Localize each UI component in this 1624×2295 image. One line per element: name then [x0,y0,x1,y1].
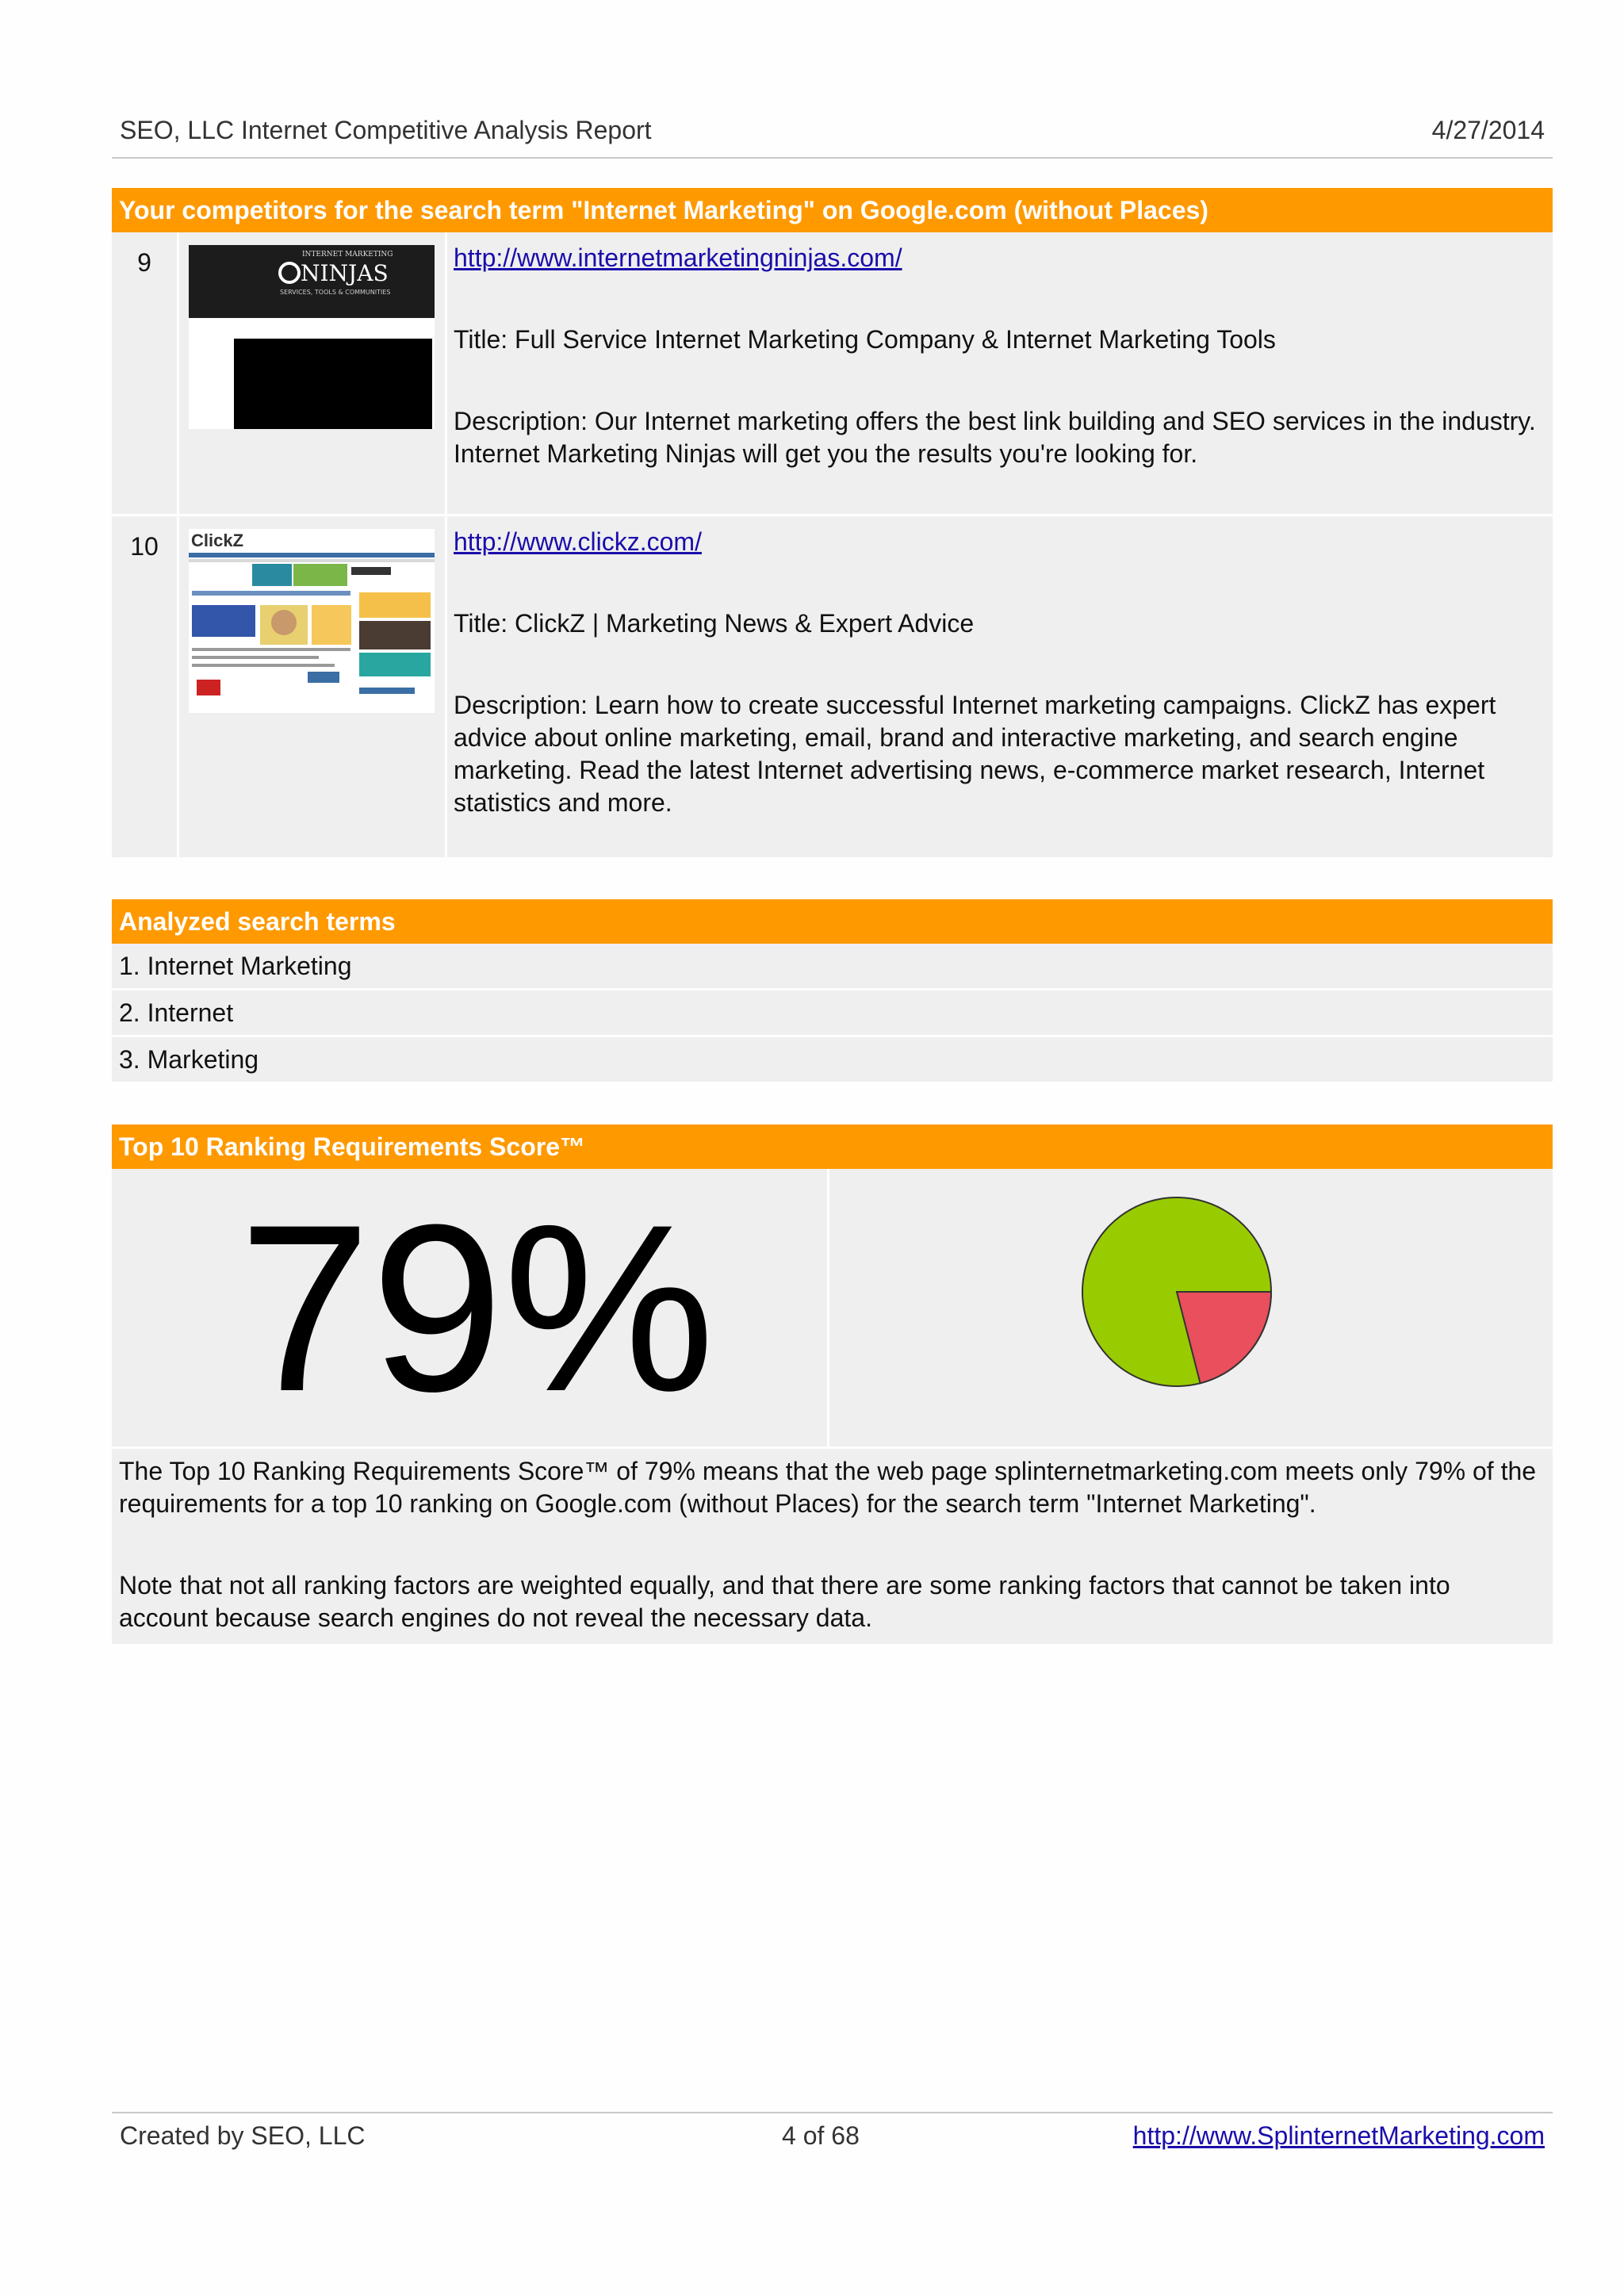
footer-created-by: Created by SEO, LLC [120,2121,366,2150]
thumb-subtitle: SERVICES, TOOLS & COMMUNITIES [280,289,391,296]
competitor-description: Description: Learn how to create successful Internet marketing campaigns. ClickZ has expert advice about online marketing, email, brand and interactive marketing, and search engine marketing. Read the latest Internet advertising news, e-commerce market research, Internet statistics and more. [454,691,1496,817]
search-term-item: 3. Marketing [112,1037,1553,1084]
competitors-heading: Your competitors for the search term "Internet Marketing" on Google.com (without Places) [112,188,1553,232]
competitor-info [447,516,1553,857]
competitor-thumbnail[interactable] [179,232,447,514]
search-terms-table [112,899,1553,1084]
report-date: 4/27/2014 [1431,116,1545,144]
ninjas-site-thumbnail [189,245,435,429]
score-pie-chart [1078,1193,1276,1391]
score-percentage: 79% [112,1169,829,1446]
score-paragraph-2: Note that not all ranking factors are weighted equally, and that there are some ranking factors that cannot be taken into account because search engines do not reveal the necessary data. [119,1571,1450,1632]
competitor-description: Description: Our Internet marketing offers the best link building and SEO services in the industry. Internet Marketing Ninjas will get you the results you're looking for. [454,407,1536,468]
report-footer [112,2112,1553,2150]
competitor-rank: 10 [112,516,179,857]
score-pie-cell [829,1169,1553,1446]
thumb-logo-text: ClickZ [191,531,244,550]
thumb-logo-text: NINJAS [301,260,389,286]
score-explanation [112,1449,1553,1644]
competitors-table [112,188,1553,860]
footer-page-number: 4 of 68 [782,2121,860,2150]
score-paragraph-1: The Top 10 Ranking Requirements Score™ of 79% means that the web page splinternetmarketing.com meets only 79% of the requirements for a top 10 ranking on Google.com (without Places) for the search term "Internet Marketing". [119,1457,1537,1518]
clickz-site-thumbnail [189,529,435,713]
competitor-thumbnail[interactable] [179,516,447,857]
search-term-item: 2. Internet [112,990,1553,1037]
competitor-row [112,516,1553,860]
score-heading: Top 10 Ranking Requirements Score™ [112,1125,1553,1169]
competitor-row [112,232,1553,516]
competitor-url-link[interactable]: http://www.clickz.com/ [454,527,702,556]
competitor-url-link[interactable]: http://www.internetmarketingninjas.com/ [454,243,902,272]
report-title: SEO, LLC Internet Competitive Analysis Report [120,116,652,144]
search-terms-heading: Analyzed search terms [112,899,1553,944]
competitor-title: Title: Full Service Internet Marketing Company & Internet Marketing Tools [454,325,1276,354]
score-table [112,1125,1553,1644]
competitor-rank: 9 [112,232,179,514]
footer-url-link[interactable]: http://www.SplinternetMarketing.com [1132,2121,1545,2150]
report-header [112,116,1553,159]
competitor-title: Title: ClickZ | Marketing News & Expert Advice [454,609,975,638]
score-row [112,1169,1553,1449]
search-term-item: 1. Internet Marketing [112,944,1553,990]
thumb-tagline: INTERNET MARKETING [302,251,393,259]
competitor-info [447,232,1553,514]
